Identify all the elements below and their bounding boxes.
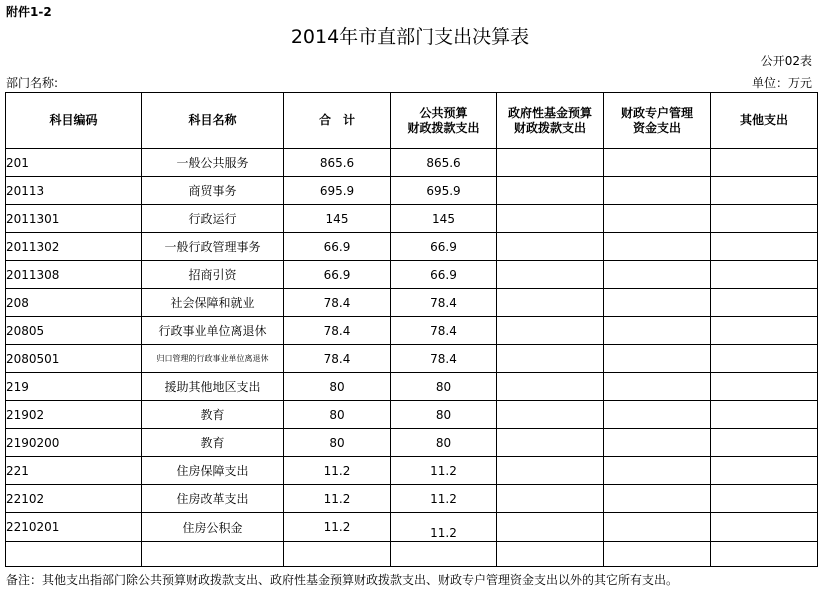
cell-special-account: [604, 177, 711, 205]
cell-name: 招商引资: [142, 261, 284, 289]
cell-gov-fund: [497, 429, 604, 457]
cell-empty: [711, 542, 818, 567]
header-public-budget: 公共预算 财政拨款支出: [391, 93, 497, 149]
cell-code: 2080501: [6, 345, 142, 373]
cell-code: 2011301: [6, 205, 142, 233]
cell-other: [711, 317, 818, 345]
table-row: [6, 233, 818, 261]
cell-public-budget: 80: [391, 429, 497, 457]
department-label: 部门名称:: [6, 76, 59, 90]
cell-code: 20113: [6, 177, 142, 205]
cell-public-budget: 80: [391, 401, 497, 429]
cell-other: [711, 401, 818, 429]
page-title: 2014年市直部门支出决算表: [290, 26, 530, 48]
header-name: 科目名称: [142, 93, 284, 149]
cell-empty: [142, 542, 284, 567]
cell-gov-fund: [497, 205, 604, 233]
cell-other: [711, 345, 818, 373]
cell-total: 80: [284, 373, 391, 401]
table-row: [6, 317, 818, 345]
cell-gov-fund: [497, 373, 604, 401]
cell-special-account: [604, 513, 711, 542]
table-row: [6, 345, 818, 373]
table-header-row: [6, 93, 818, 149]
cell-special-account: [604, 457, 711, 485]
cell-total: 78.4: [284, 289, 391, 317]
cell-gov-fund: [497, 261, 604, 289]
cell-code: 219: [6, 373, 142, 401]
cell-gov-fund: [497, 513, 604, 542]
cell-other: [711, 261, 818, 289]
cell-name: 行政运行: [142, 205, 284, 233]
table-row: [6, 205, 818, 233]
cell-other: [711, 513, 818, 542]
unit-label: 单位：万元: [751, 76, 812, 90]
cell-public-budget: 80: [391, 373, 497, 401]
cell-gov-fund: [497, 289, 604, 317]
cell-public-budget: 78.4: [391, 345, 497, 373]
cell-public-budget: 78.4: [391, 317, 497, 345]
table-row-empty: [6, 542, 818, 567]
table-row: [6, 289, 818, 317]
cell-total: 11.2: [284, 513, 391, 542]
cell-total: 80: [284, 429, 391, 457]
cell-public-budget: 145: [391, 205, 497, 233]
table-row: [6, 177, 818, 205]
cell-gov-fund: [497, 233, 604, 261]
cell-code: 20805: [6, 317, 142, 345]
cell-name: 援助其他地区支出: [142, 373, 284, 401]
cell-empty: [497, 542, 604, 567]
header-other: 其他支出: [711, 93, 818, 149]
header-total: 合 计: [284, 93, 391, 149]
table-row: [6, 261, 818, 289]
cell-special-account: [604, 345, 711, 373]
cell-name: 住房公积金: [142, 513, 284, 542]
attachment-label: 附件1-2: [6, 5, 52, 19]
cell-total: 695.9: [284, 177, 391, 205]
cell-special-account: [604, 233, 711, 261]
cell-name: 一般公共服务: [142, 149, 284, 177]
cell-name: 归口管理的行政事业单位离退休: [142, 345, 284, 373]
cell-public-budget: 695.9: [391, 177, 497, 205]
cell-gov-fund: [497, 177, 604, 205]
cell-public-budget: 66.9: [391, 233, 497, 261]
cell-public-budget: 11.2: [391, 513, 497, 542]
cell-special-account: [604, 373, 711, 401]
cell-other: [711, 177, 818, 205]
cell-empty: [284, 542, 391, 567]
cell-gov-fund: [497, 401, 604, 429]
footnote: 备注：其他支出指部门除公共预算财政拨款支出、政府性基金预算财政拨款支出、财政专户管理资金支出以外的其它所有支出。: [6, 573, 679, 587]
table-row: [6, 401, 818, 429]
cell-gov-fund: [497, 149, 604, 177]
cell-code: 2190200: [6, 429, 142, 457]
cell-total: 145: [284, 205, 391, 233]
cell-total: 80: [284, 401, 391, 429]
header-gov-fund: 政府性基金预算 财政拨款支出: [497, 93, 604, 149]
cell-empty: [604, 542, 711, 567]
cell-total: 78.4: [284, 345, 391, 373]
cell-other: [711, 429, 818, 457]
cell-public-budget: 11.2: [391, 485, 497, 513]
cell-total: 11.2: [284, 485, 391, 513]
cell-gov-fund: [497, 485, 604, 513]
cell-name: 教育: [142, 429, 284, 457]
cell-code: 2011302: [6, 233, 142, 261]
cell-empty: [6, 542, 142, 567]
table-row: [6, 485, 818, 513]
cell-public-budget: 11.2: [391, 457, 497, 485]
cell-other: [711, 373, 818, 401]
table-row: [6, 149, 818, 177]
cell-public-budget: 78.4: [391, 289, 497, 317]
cell-special-account: [604, 401, 711, 429]
cell-total: 865.6: [284, 149, 391, 177]
cell-public-budget: 865.6: [391, 149, 497, 177]
cell-name: 一般行政管理事务: [142, 233, 284, 261]
cell-gov-fund: [497, 345, 604, 373]
cell-other: [711, 205, 818, 233]
cell-code: 221: [6, 457, 142, 485]
cell-special-account: [604, 485, 711, 513]
cell-name: 商贸事务: [142, 177, 284, 205]
header-special-account: 财政专户管理 资金支出: [604, 93, 711, 149]
cell-code: 2210201: [6, 513, 142, 542]
cell-public-budget: 66.9: [391, 261, 497, 289]
table-row: [6, 429, 818, 457]
cell-other: [711, 233, 818, 261]
cell-empty: [391, 542, 497, 567]
cell-code: 201: [6, 149, 142, 177]
expenditure-table: [5, 92, 818, 567]
cell-gov-fund: [497, 317, 604, 345]
cell-name: 行政事业单位离退休: [142, 317, 284, 345]
cell-other: [711, 149, 818, 177]
header-code: 科目编码: [6, 93, 142, 149]
cell-other: [711, 457, 818, 485]
cell-special-account: [604, 429, 711, 457]
cell-special-account: [604, 317, 711, 345]
cell-total: 66.9: [284, 261, 391, 289]
cell-name: 社会保障和就业: [142, 289, 284, 317]
cell-code: 21902: [6, 401, 142, 429]
cell-special-account: [604, 205, 711, 233]
table-row: [6, 373, 818, 401]
cell-name: 教育: [142, 401, 284, 429]
table-row: [6, 457, 818, 485]
form-number: 公开02表: [760, 54, 812, 68]
cell-name: 住房改革支出: [142, 485, 284, 513]
cell-code: 208: [6, 289, 142, 317]
cell-gov-fund: [497, 457, 604, 485]
cell-total: 11.2: [284, 457, 391, 485]
cell-code: 2011308: [6, 261, 142, 289]
cell-special-account: [604, 261, 711, 289]
cell-code: 22102: [6, 485, 142, 513]
cell-name: 住房保障支出: [142, 457, 284, 485]
cell-other: [711, 485, 818, 513]
cell-special-account: [604, 289, 711, 317]
cell-special-account: [604, 149, 711, 177]
cell-total: 66.9: [284, 233, 391, 261]
cell-total: 78.4: [284, 317, 391, 345]
table-row: [6, 513, 818, 542]
cell-other: [711, 289, 818, 317]
